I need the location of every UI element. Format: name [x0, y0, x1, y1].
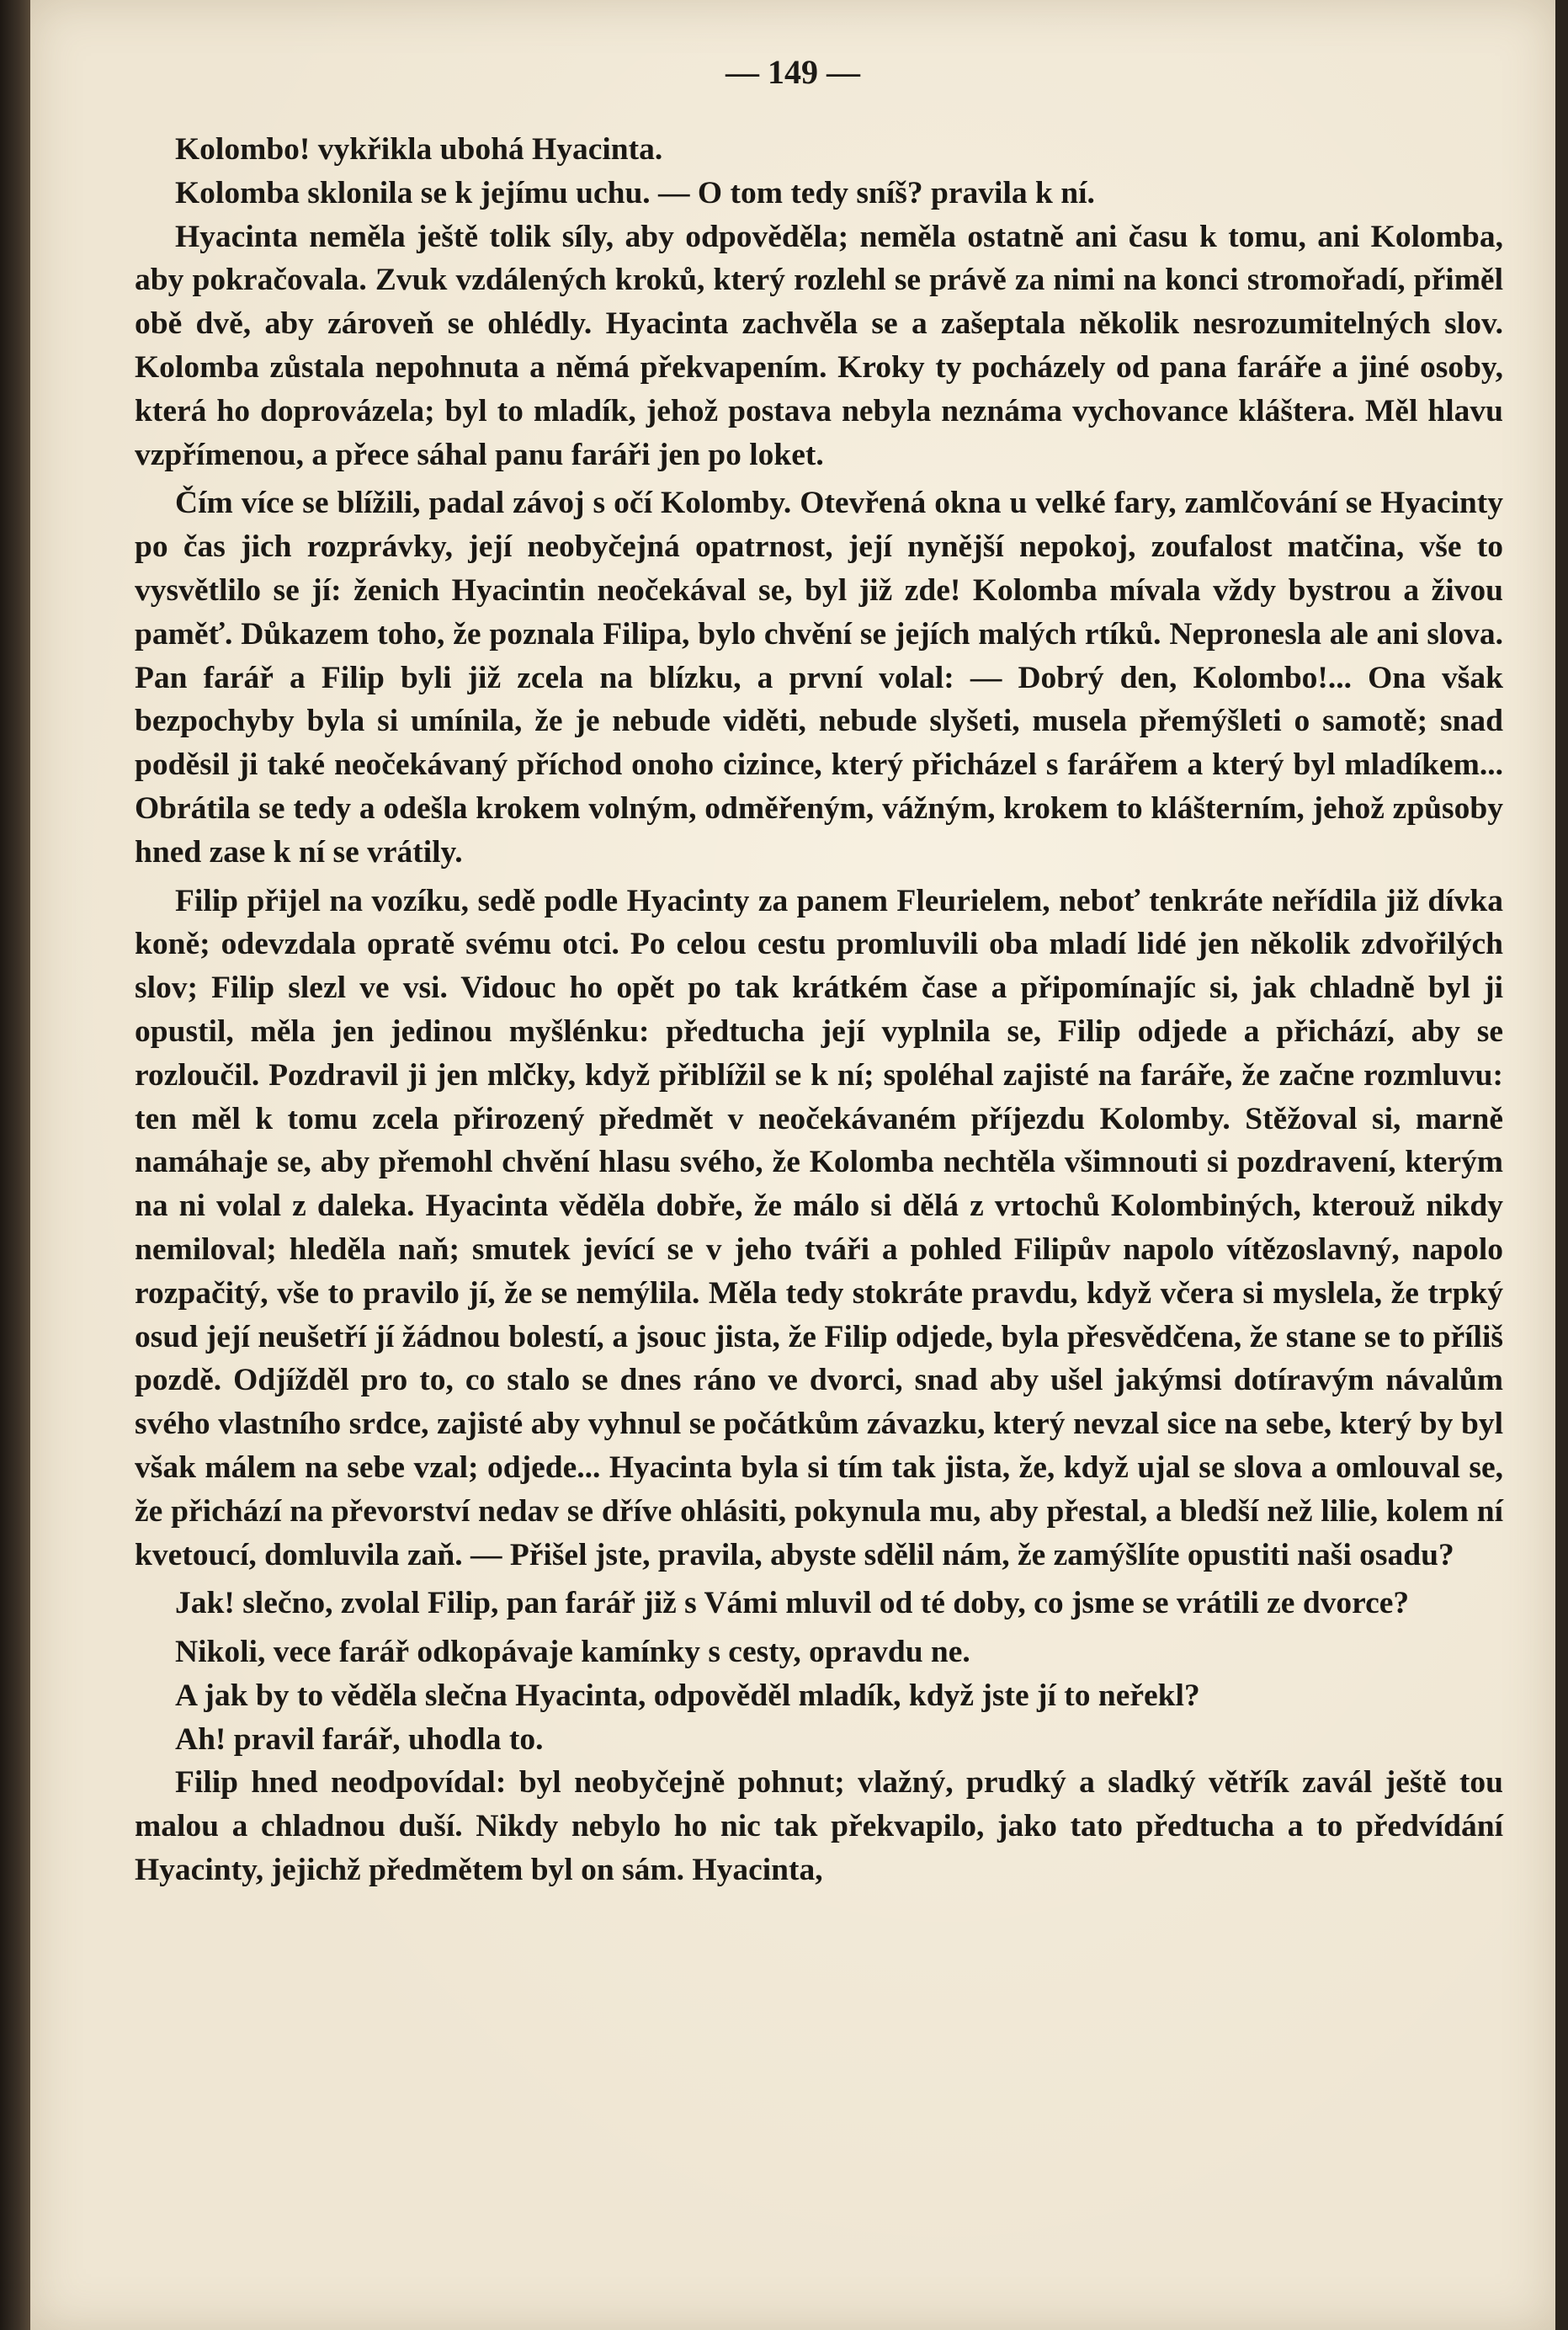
book-page	[30, 0, 1555, 2330]
book-spine	[0, 0, 30, 2330]
paragraph: Kolombo! vykřikla ubohá Hyacinta.	[175, 132, 663, 167]
paragraph: Filip přijel na vozíku, sedě podle Hyacinty za panem Fleurielem, neboť tenkráte neřídila již dívka koně; odevzdala opratě svému otci. Po celou cestu promluvili oba mladí lidé jen několik zdvořilých slov; Filip slezl ve vsi. Vidouc ho opět po tak krátkém čase a připomínajíc si, jak chladně byl ji opustil, měla jen jedinou myšlénku: předtucha její vyplnila se, Filip odjede a přichází, aby se rozloučil. Pozdravil ji jen mlčky, když přiblížil se k ní; spoléhal zajisté na faráře, že začne rozmluvu: ten měl k tomu zcela přirozený předmět v neočekávaném příjezdu Kolomby. Stěžoval si, marně namáhaje se, aby přemohl chvění hlasu svého, že Kolomba nechtěla všimnouti si pozdravení, kterým na ni volal z daleka. Hyacinta věděla dobře, že málo si dělá z vrtochů Kolombiných, kterouž nikdy nemiloval; hleděla naň; smutek jevící se v jeho tváři a pohled Filipův napolo vítězoslavný, napolo rozpačitý, vše to pravilo jí, že se nemýlila. Měla tedy stokráte pravdu, když včera si myslela, že trpký osud její neušetří jí žádnou bolestí, a jsouc jista, že Filip odjede, byla přesvědčena, že stane se to příliš pozdě. Odjížděl pro to, co stalo se dnes ráno ve dvorci, snad aby ušel jakýmsi dotíravým návalům svého vlastního srdce, zajisté aby vyhnul se počátkům závazku, který nevzal sice na sebe, který by byl však málem na sebe vzal; odjede... Hyacinta byla si tím tak jista, že, když ujal se slova a omlouval se, že přichází na převorství nedav se dříve ohlásiti, pokynula mu, aby přestal, a bledší než lilie, kolem ní kvetoucí, domluvila zaň. — Přišel jste, pravila, abyste sdělil nám, že zamýšlíte opustiti naši osadu?	[135, 883, 1503, 1572]
paragraph: A jak by to věděla slečna Hyacinta, odpověděl mladík, když jste jí to neřekl?	[175, 1678, 1200, 1713]
paragraph: Kolomba sklonila se k jejímu uchu. — O tom tedy sníš? pravila k ní.	[175, 175, 1095, 210]
paragraph: Hyacinta neměla ještě tolik síly, aby odpověděla; neměla ostatně ani času k tomu, ani Kolomba, aby pokračovala. Zvuk vzdálených kroků, který rozlehl se právě za nimi na konci stromořadí, přiměl obě dvě, aby zároveň se ohlédly. Hyacinta zachvěla se a zašeptala několik nesrozumitelných slov. Kolomba zůstala nepohnuta a němá překvapením. Kroky ty pocházely od pana faráře a jiné osoby, která ho doprovázela; byl to mladík, jehož postava nebyla neznáma vychovance kláštera. Měl hlavu vzpřímenou, a přece sáhal panu faráři jen po loket.	[135, 219, 1503, 472]
page-number: — 149 —	[726, 53, 860, 91]
page-body-text	[135, 128, 1503, 1892]
paragraph: Jak! slečno, zvolal Filip, pan farář již s Vámi mluvil od té doby, co jsme se vrátili ze dvorce?	[175, 1586, 1410, 1621]
paragraph: Ah! pravil farář, uhodla to.	[175, 1721, 544, 1757]
paragraph: Filip hned neodpovídal: byl neobyčejně pohnut; vlažný, prudký a sladký větřík zavál ještě tou malou a chladnou duší. Nikdy nebylo ho nic tak překvapilo, jako tato předtucha a to předvídání Hyacinty, jejichž předmětem byl on sám. Hyacinta,	[135, 1765, 1503, 1888]
paragraph: Nikoli, vece farář odkopávaje kamínky s cesty, opravdu ne.	[175, 1635, 970, 1670]
paragraph: Čím více se blížili, padal závoj s očí Kolomby. Otevřená okna u velké fary, zamlčování se Hyacinty po čas jich rozprávky, její neobyčejná opatrnost, její nynější nepokoj, zoufalost matčina, vše to vysvětlilo se jí: ženich Hyacintin neočekával se, byl již zde! Kolomba mívala vždy bystrou a živou paměť. Důkazem toho, že poznala Filipa, bylo chvění se jejích malých rtíků. Nepronesla ale ani slova. Pan farář a Filip byli již zcela na blízku, a první volal: — Dobrý den, Kolombo!... Ona však bezpochyby byla si umínila, že je nebude viděti, nebude slyšeti, musela přemýšleti o samotě; snad poděsil ji také neočekávaný příchod onoho cizince, který přicházel s farářem a který byl mladíkem... Obrátila se tedy a odešla krokem volným, odměřeným, vážným, krokem to klášterním, jehož způsoby hned zase k ní se vrátily.	[135, 486, 1503, 870]
